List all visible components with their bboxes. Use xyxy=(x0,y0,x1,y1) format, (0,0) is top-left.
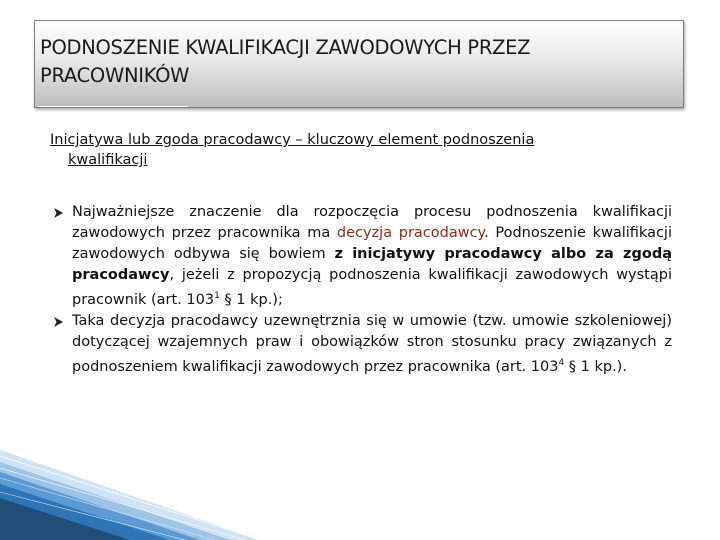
corner-decoration xyxy=(0,450,260,540)
bullet-item-2 xyxy=(54,311,672,378)
bullet-list xyxy=(54,202,672,378)
bullet-1-text-4: § 1 kp.); xyxy=(219,291,283,308)
subtitle-line-1: Inicjatywa lub zgoda pracodawcy – kluczowy element podnoszenia xyxy=(50,132,535,148)
subtitle-line-2: kwalifikacji xyxy=(68,152,148,168)
subtitle xyxy=(50,130,650,170)
bullet-1-bold: z inicjatywy pracodawcy albo za zgodą pracodawcy xyxy=(72,246,672,283)
bullet-1-text-3: , jeżeli z propozycją podnoszenia kwalifikacji zawodowych wystąpi pracownik (art. 103 xyxy=(72,267,672,308)
bullet-2-sup: 4 xyxy=(558,357,565,368)
title-rule xyxy=(38,106,188,107)
bullet-1-text-1: Najważniejsze znaczenie dla rozpoczęcia procesu podnoszenia kwalifikacji zawodowych przez pracownika ma xyxy=(72,204,672,241)
title-box xyxy=(34,20,684,108)
bullet-2-text-1: Taka decyzja pracodawcy uzewnętrznia się w umowie (tzw. umowie szkoleniowej) dotyczącej wzajemnych praw i obowiązków stron stosunku pracy związanych z podnoszeniem kwalifikacji zawodowych przez pracownika (art. 103 xyxy=(72,312,672,375)
slide-title xyxy=(40,34,680,90)
arrow-bullet-icon xyxy=(54,208,63,218)
bullet-1-text-2: . Podnoszenie kwalifikacji zawodowych odbywa się bowiem xyxy=(72,225,672,262)
bullet-2-text-2: § 1 kp.). xyxy=(564,358,627,375)
title-line-1: PODNOSZENIE KWALIFIKACJI ZAWODOWYCH PRZEZ xyxy=(40,36,531,59)
bullet-item-1 xyxy=(54,202,672,311)
arrow-bullet-icon xyxy=(54,317,63,327)
title-line-2: PRACOWNIKÓW xyxy=(40,64,190,87)
bullet-1-highlight: decyzja pracodawcy xyxy=(336,225,485,241)
bullet-1-sup: 1 xyxy=(214,291,220,301)
